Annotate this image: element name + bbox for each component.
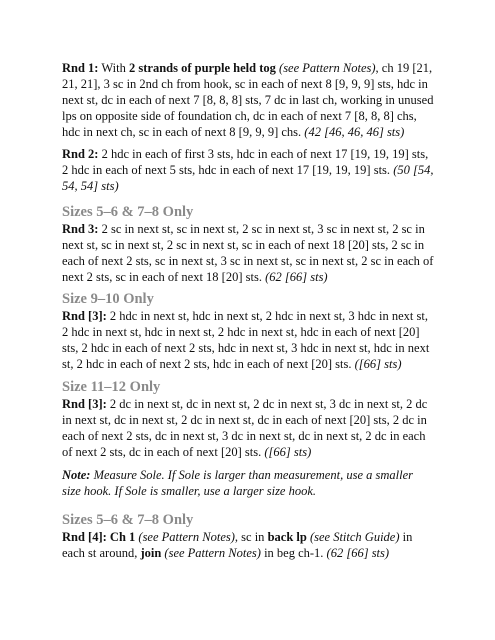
rnd-1-body: , ch 19 [21, 21, 21], 3 sc in 2nd ch from hook, sc in each of next 8 [9, 9, 9] sts, hdc in next st, dc in each of next 7 [8, 8, 8] sts, 7 dc in last ch, working in unused lps on opposite side of foundation ch, dc in each of next 7 [8, 8, 8] chs, hdc in next ch, sc in each of next 8 [9, 9, 9] chs. (62, 61, 434, 139)
rnd-3-size-11-12-stitch-count: ([66] sts) (261, 445, 312, 459)
rnd-2-body: 2 hdc in each of first 3 sts, hdc in each of next 17 [19, 19, 19] sts, 2 hdc in each of next 5 sts, hdc in each of next 17 [19, 19, 19] sts. (62, 147, 429, 177)
rnd-4-text-3: in beg ch-1. (260, 546, 324, 560)
rnd-3-size-11-12-label: Rnd [3]: (62, 397, 107, 411)
rnd-3-stitch-count: (62 [66] sts) (261, 270, 328, 284)
rnd-4-back-lp: back lp (267, 530, 307, 544)
rnd-4-text-2: in each st around, (62, 530, 413, 560)
rnd-3-label: Rnd 3: (62, 222, 99, 236)
rnd-4-join: join (140, 546, 162, 560)
rnd-2-paragraph (62, 146, 434, 194)
rnd-1-notes-ref: (see Pattern Notes) (275, 61, 376, 75)
rnd-1-paragraph (62, 60, 434, 140)
sole-note (62, 467, 434, 499)
size-heading-5-8: Sizes 5–6 & 7–8 Only (62, 204, 194, 220)
size-heading-11-12: Size 11–12 Only (62, 379, 161, 395)
rnd-1-text: With (98, 61, 129, 75)
rnd-4-notes-ref-2: (see Pattern Notes) (161, 546, 261, 560)
size-heading-5-8-rnd-4: Sizes 5–6 & 7–8 Only (62, 512, 194, 528)
rnd-3-size-11-12-body: 2 dc in next st, dc in next st, 2 dc in next st, 3 dc in next st, 2 dc in next st, dc in next st, 2 dc in next st, dc in each of next [20] sts, 2 dc in each of next 2 sts, dc in next st, 3 dc in next st, dc in next st, 2 dc in each of next 2 sts, dc in each of next [20] sts. (62, 397, 428, 459)
rnd-3-size-9-10-body: 2 hdc in next st, hdc in next st, 2 hdc in next st, 3 hdc in next st, 2 hdc in next st, hdc in next st, 2 hdc in next st, hdc in each of next [20] sts, 2 hdc in each of next 2 sts, hdc in next st, 3 hdc in next st, hdc in next st, 2 hdc in each of next 2 sts, hdc in each of next [20] sts. (62, 309, 430, 371)
rnd-3-body: 2 sc in next st, sc in next st, 2 sc in next st, 3 sc in next st, 2 sc in next st, sc in next st, 2 sc in next st, sc in each of next 18 [20] sts, 2 sc in each of next 2 sts, sc in next st, 3 sc in next st, sc in next st, 2 sc in each of next 2 sts, sc in each of next 18 [20] sts. (62, 222, 434, 284)
rnd-4-stitch-guide-ref: (see Stitch Guide) (306, 530, 400, 544)
size-heading-9-10: Size 9–10 Only (62, 291, 154, 307)
rnd-3-paragraph (62, 221, 434, 285)
rnd-3-size-9-10-stitch-count: ([66] sts) (351, 357, 402, 371)
rnd-4-text-1: , sc in (234, 530, 268, 544)
rnd-4-label: Rnd [4]: (62, 530, 107, 544)
rnd-3-size-9-10-paragraph (62, 308, 434, 372)
rnd-3-size-9-10-label: Rnd [3]: (62, 309, 107, 323)
rnd-4-ch-1: Ch 1 (109, 530, 136, 544)
sole-note-body: Measure Sole. If Sole is larger than measurement, use a smaller size hook. If Sole is smaller, use a larger size hook. (62, 468, 413, 498)
rnd-4-paragraph (62, 529, 434, 561)
rnd-2-label: Rnd 2: (62, 147, 99, 161)
rnd-1-yarn: 2 strands of purple held tog (129, 61, 276, 75)
rnd-4-stitch-count: (62 [66] sts) (323, 546, 390, 560)
rnd-4-notes-ref: (see Pattern Notes) (135, 530, 235, 544)
rnd-3-size-11-12-paragraph (62, 396, 434, 460)
rnd-1-label: Rnd 1: (62, 61, 99, 75)
rnd-1-stitch-count: (42 [46, 46, 46] sts) (301, 125, 405, 139)
sole-note-label: Note: (62, 468, 91, 482)
rnd-2-stitch-count: (50 [54, 54, 54] sts) (62, 163, 434, 193)
